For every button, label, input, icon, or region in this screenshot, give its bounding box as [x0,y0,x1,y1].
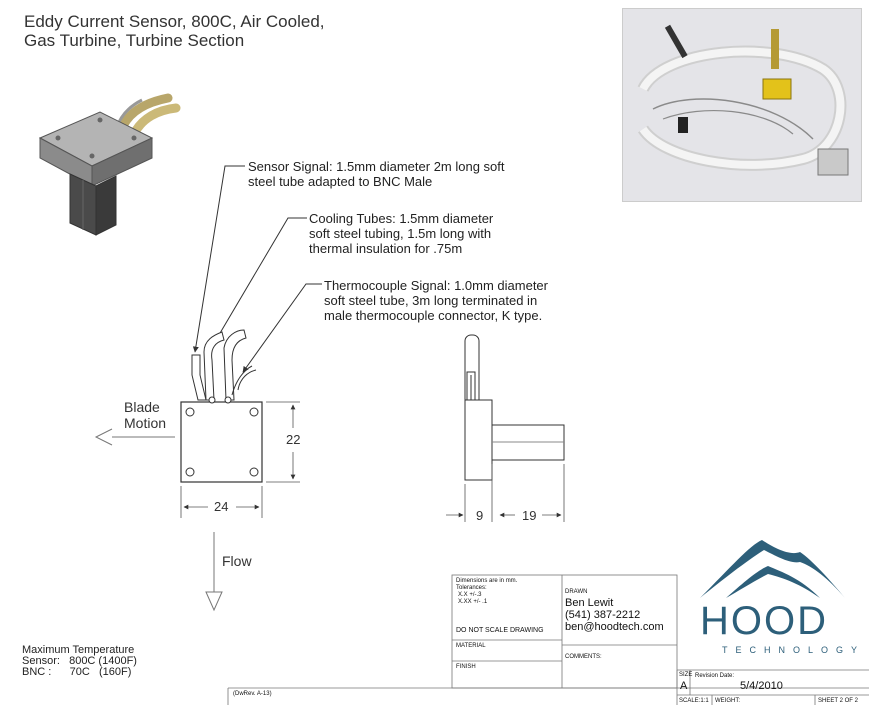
front-view-tubes [192,330,256,400]
blade-motion-label [124,399,166,431]
finish-label: FINISH [456,664,476,670]
leader-sensor-signal [195,166,245,352]
drawn-by-block [565,597,664,633]
do-not-scale-note: DO NOT SCALE DRAWING [456,627,544,634]
callout-thermocouple-line-2: soft steel tube, 3m long terminated in [324,293,538,308]
drawn-name: Ben Lewit [565,597,614,609]
tolerance-1: X.X +/-.3 [458,592,482,598]
dimension-side-length-value: 19 [522,508,537,523]
size-label: SIZE [679,672,693,678]
max-temperature-sensor: Sensor: 800C (1400F) [22,655,137,667]
callout-thermocouple-line-1: Thermocouple Signal: 1.0mm diameter [324,278,548,293]
max-temperature-bnc: BNC : 70C (160F) [22,666,132,678]
drawn-phone: (541) 387-2212 [565,609,641,621]
title-line-2: Gas Turbine, Turbine Section [24,31,245,50]
side-view [465,335,564,480]
logo-subtext: TECHNOLOGY [722,645,866,655]
callout-cooling-tubes-line-3: thermal insulation for .75m [309,241,463,256]
dims-note: Dimensions are in mm. [456,578,518,584]
flow-arrow [206,532,222,610]
callout-sensor-signal-line-2: steel tube adapted to BNC Male [248,174,433,189]
dimension-side-thickness-value: 9 [476,508,484,523]
sheet-label: SHEET 2 OF 2 [818,698,858,704]
material-label: MATERIAL [456,643,486,649]
dimension-side-lines [446,464,564,522]
callout-cooling-tubes-line-2: soft steel tubing, 1.5m long with [309,226,492,241]
callout-sensor-signal [248,159,505,189]
tolerance-notes [456,578,517,606]
callout-thermocouple-line-3: male thermocouple connector, K type. [324,308,543,323]
max-temperature-block [22,645,137,678]
callout-cooling-tubes-line-1: Cooling Tubes: 1.5mm diameter [309,211,494,226]
revision-date-label: Revision Date: [695,673,735,679]
blade-motion-arrow [96,429,175,445]
size-value: A [680,680,688,692]
blade-motion-line-2: Motion [124,415,167,431]
flow-label: Flow [222,553,252,569]
scale-label: SCALE:1:1 [679,698,709,704]
dimension-width-value: 24 [214,499,229,514]
tolerance-2: X.XX +/- .1 [458,599,488,605]
front-view-block [181,397,262,482]
callout-sensor-signal-line-1: Sensor Signal: 1.5mm diameter 2m long soft [248,159,505,174]
tolerances-label: Tolerances: [456,585,487,591]
dimension-height-value: 22 [286,432,301,447]
callout-thermocouple [324,278,548,323]
leader-cooling-tubes [213,218,307,345]
blade-motion-line-1: Blade [124,399,160,415]
leader-thermocouple [243,284,322,372]
drawn-label: DRAWN [565,589,588,595]
revision-date-value: 5/4/2010 [740,680,783,692]
title-line-1: Eddy Current Sensor, 800C, Air Cooled, [24,12,325,31]
logo-brand-text: HOOD [700,599,828,643]
drawn-email: ben@hoodtech.com [565,621,664,633]
comments-label: COMMENTS: [565,654,602,660]
hood-logo-mark [700,540,845,598]
weight-label: WEIGHT: [715,698,740,704]
callout-cooling-tubes [309,211,493,256]
drawing-revision-code: (DwRev. A-13) [233,691,272,697]
max-temperature-heading: Maximum Temperature [22,644,135,656]
